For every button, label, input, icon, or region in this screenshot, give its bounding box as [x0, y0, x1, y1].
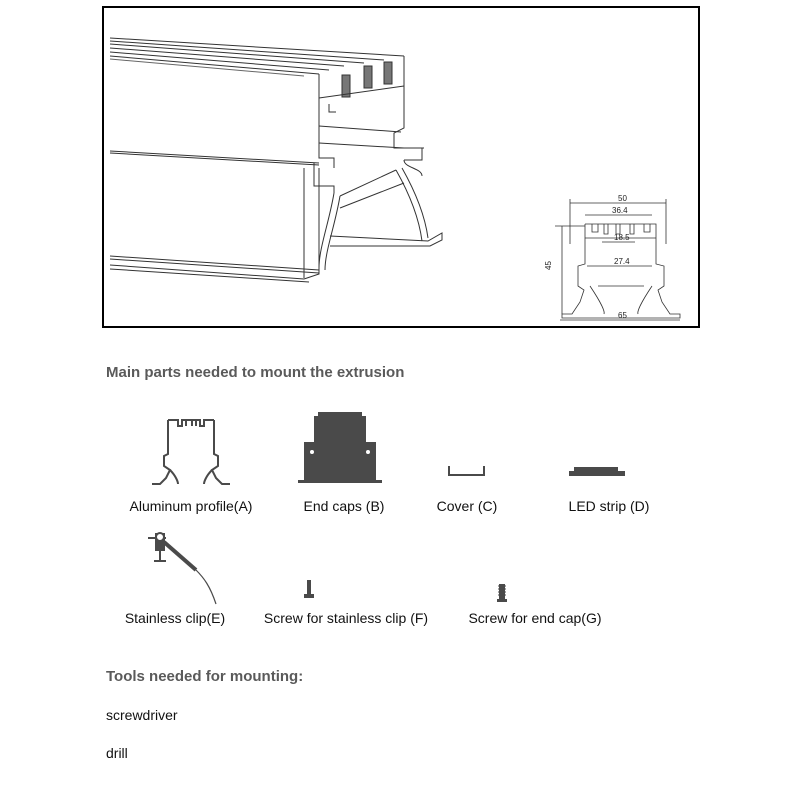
dim-mid-width: 27.4: [614, 257, 630, 266]
tool-item-drill: drill: [106, 745, 128, 761]
extrusion-3d-drawing: [104, 8, 698, 326]
dim-inner-channel-width: 18.5: [614, 233, 630, 242]
led-strip-icon: [569, 466, 625, 478]
part-label: Aluminum profile(A): [129, 498, 253, 514]
tool-item-screwdriver: screwdriver: [106, 707, 178, 723]
part-label: Cover (C): [436, 498, 498, 514]
dim-outer-top-width: 50: [618, 194, 627, 203]
dim-height: 45: [544, 261, 553, 270]
dim-inner-top-width: 36.4: [612, 206, 628, 215]
end-cap-icon: [298, 412, 382, 486]
part-label: Stainless clip(E): [124, 610, 226, 626]
threaded-screw-icon: [496, 584, 508, 604]
stainless-clip-icon: [148, 528, 220, 606]
part-label: Screw for end cap(G): [468, 610, 602, 626]
parts-section-title: Main parts needed to mount the extrusion: [106, 364, 405, 381]
dim-base-width: 65: [618, 311, 627, 320]
cover-icon: [446, 464, 488, 478]
part-label: Screw for stainless clip (F): [263, 610, 429, 626]
screw-icon: [303, 580, 315, 600]
tools-section-title: Tools needed for mounting:: [106, 668, 304, 685]
aluminum-profile-icon: [150, 412, 232, 488]
part-label: LED strip (D): [568, 498, 650, 514]
part-label: End caps (B): [303, 498, 385, 514]
technical-drawing-frame: [102, 6, 700, 328]
